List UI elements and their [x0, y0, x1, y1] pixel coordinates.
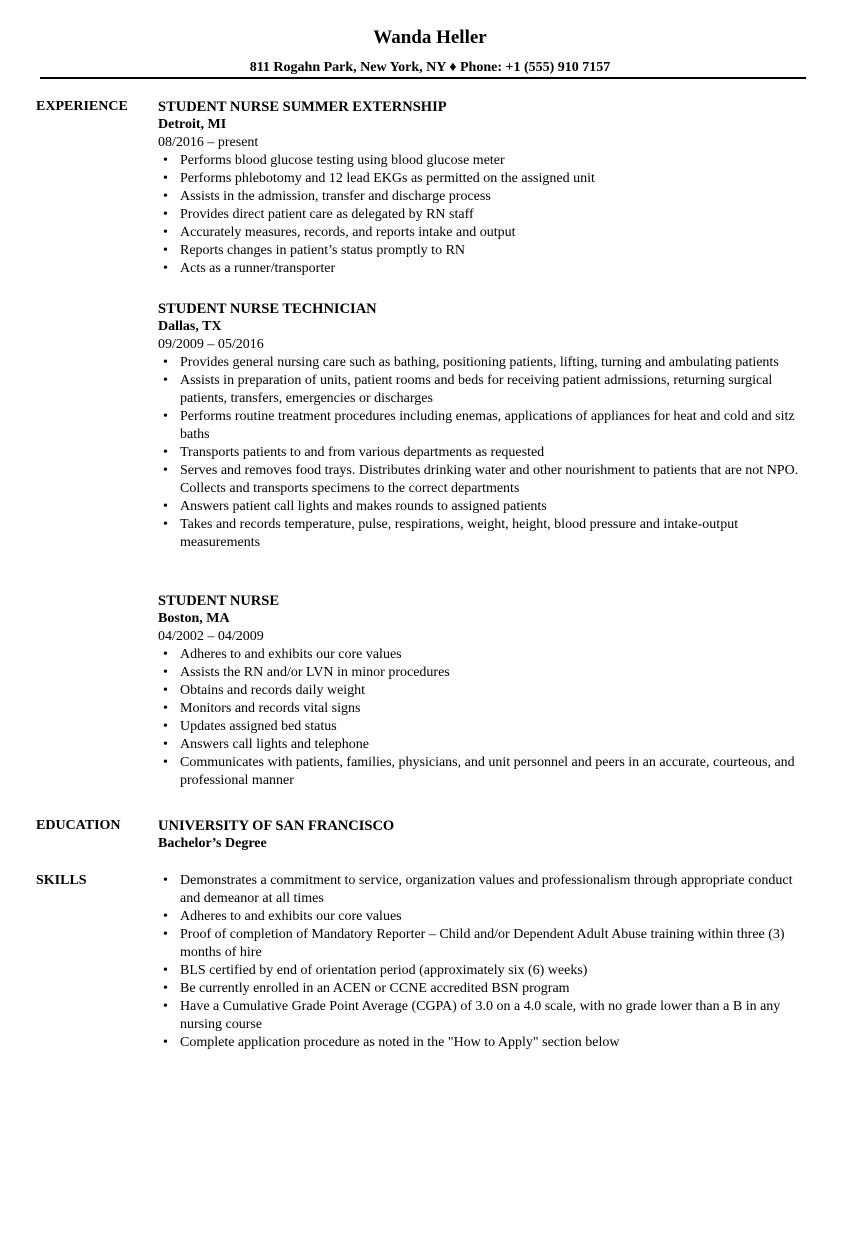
duty-item: • Answers patient call lights and makes rounds to assigned patients	[158, 498, 816, 516]
skill-item: • Have a Cumulative Grade Point Average (CGPA) of 3.0 on a 4.0 scale, with no grade lower than a B in any nursing course	[158, 998, 816, 1034]
duty-item: • Acts as a runner/transporter	[158, 260, 816, 278]
job-location: Detroit, MI	[158, 117, 227, 132]
duty-item: • Assists in preparation of units, patient rooms and beds for receiving patient admissions, returning surgical patients, transfers, emergencies or discharges	[158, 372, 816, 408]
duty-item: • Transports patients to and from various departments as requested	[158, 444, 816, 462]
job-duties	[158, 646, 816, 790]
education-heading: EDUCATION	[36, 818, 121, 833]
job-entry	[158, 592, 816, 790]
duty-item: • Adheres to and exhibits our core values	[158, 646, 816, 664]
duty-item: • Serves and removes food trays. Distributes drinking water and other nourishment to patients that are not NPO. Collects and transports specimens to the correct departments	[158, 462, 816, 498]
degree: Bachelor’s Degree	[158, 836, 267, 851]
job-entry	[158, 300, 816, 552]
duty-item: • Provides general nursing care such as bathing, positioning patients, lifting, turning and ambulating patients	[158, 354, 816, 372]
skill-item: • Be currently enrolled in an ACEN or CCNE accredited BSN program	[158, 980, 816, 998]
job-dates: 09/2009 – 05/2016	[158, 337, 264, 352]
duty-item: • Performs routine treatment procedures including enemas, applications of appliances for heat and cold and sitz baths	[158, 408, 816, 444]
skills-list	[158, 872, 816, 1052]
education-body	[158, 817, 816, 853]
experience-heading: EXPERIENCE	[36, 99, 128, 114]
skill-item: • Complete application procedure as noted in the "How to Apply" section below	[158, 1034, 816, 1052]
duty-item: • Assists in the admission, transfer and discharge process	[158, 188, 816, 206]
duty-item: • Accurately measures, records, and reports intake and output	[158, 224, 816, 242]
job-location: Dallas, TX	[158, 319, 222, 334]
school-name: UNIVERSITY OF SAN FRANCISCO	[158, 818, 395, 834]
job-title: STUDENT NURSE TECHNICIAN	[158, 301, 377, 317]
duty-item: • Updates assigned bed status	[158, 718, 816, 736]
duty-item: • Provides direct patient care as delegated by RN staff	[158, 206, 816, 224]
duty-item: • Monitors and records vital signs	[158, 700, 816, 718]
duty-item: • Performs blood glucose testing using blood glucose meter	[158, 152, 816, 170]
skill-item: • BLS certified by end of orientation period (approximately six (6) weeks)	[158, 962, 816, 980]
header-divider	[40, 77, 806, 79]
job-dates: 08/2016 – present	[158, 135, 259, 150]
candidate-name: Wanda Heller	[373, 27, 487, 48]
duty-item: • Obtains and records daily weight	[158, 682, 816, 700]
job-duties	[158, 354, 816, 552]
skills-heading: SKILLS	[36, 873, 87, 888]
job-duties	[158, 152, 816, 278]
duty-item: • Assists the RN and/or LVN in minor procedures	[158, 664, 816, 682]
duty-item: • Communicates with patients, families, physicians, and unit personnel and peers in an accurate, courteous, and professional manner	[158, 754, 816, 790]
skill-item: • Proof of completion of Mandatory Reporter – Child and/or Dependent Adult Abuse training within three (3) months of hire	[158, 926, 816, 962]
job-entry	[158, 98, 816, 278]
skill-item: • Adheres to and exhibits our core values	[158, 908, 816, 926]
job-location: Boston, MA	[158, 611, 230, 626]
job-dates: 04/2002 – 04/2009	[158, 629, 264, 644]
skills-body	[158, 872, 816, 1052]
contact-line: 811 Rogahn Park, New York, NY ♦ Phone: +1 (555) 910 7157	[249, 60, 611, 75]
job-title: STUDENT NURSE SUMMER EXTERNSHIP	[158, 99, 447, 115]
skill-item: • Demonstrates a commitment to service, organization values and professionalism through appropriate conduct and demeanor at all times	[158, 872, 816, 908]
duty-item: • Performs phlebotomy and 12 lead EKGs as permitted on the assigned unit	[158, 170, 816, 188]
job-title: STUDENT NURSE	[158, 593, 280, 609]
duty-item: • Takes and records temperature, pulse, respirations, weight, height, blood pressure and intake-output measurements	[158, 516, 816, 552]
duty-item: • Reports changes in patient’s status promptly to RN	[158, 242, 816, 260]
duty-item: • Answers call lights and telephone	[158, 736, 816, 754]
